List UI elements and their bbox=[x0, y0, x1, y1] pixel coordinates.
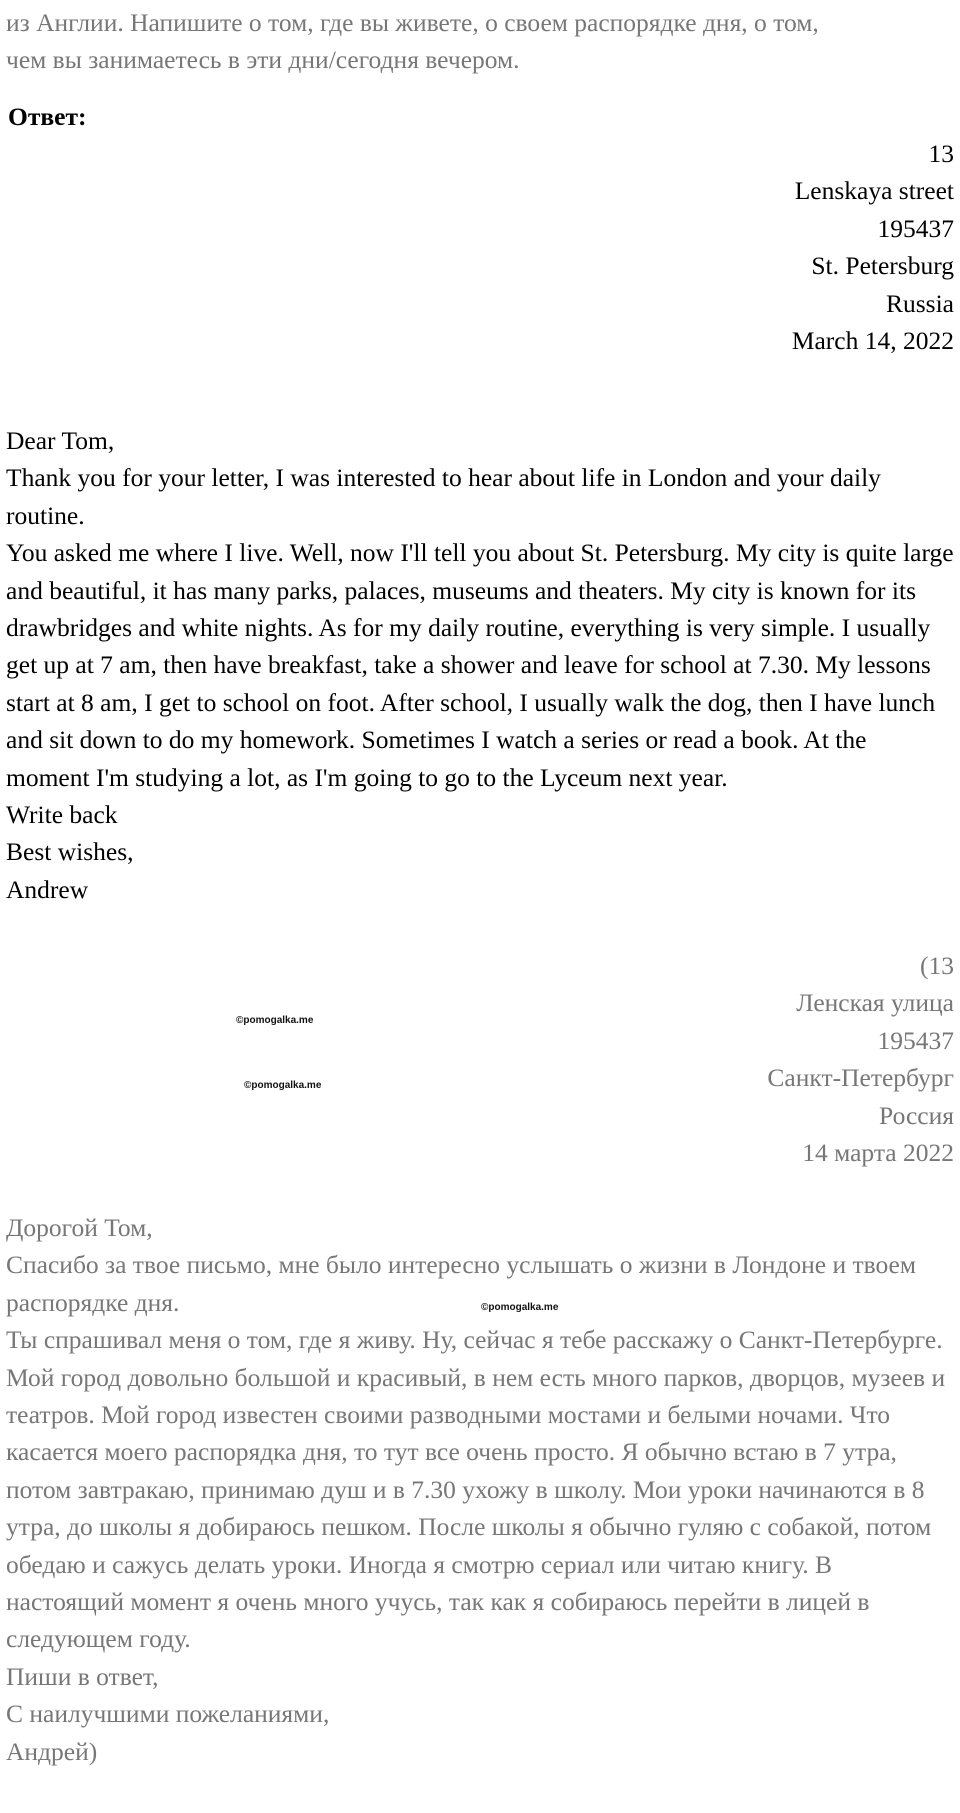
english-address bbox=[454, 135, 954, 359]
address-country: Russia bbox=[885, 288, 954, 318]
letter-paragraph-2: You asked me where I live. Well, now I'll tell you about St. Petersburg. My city is quite large and beautiful, it has many parks, palaces, museums and theaters. My city is known for its drawbridges and white nights. As for my daily routine, everything is very simple. I usually get up at 7 am, then have breakfast, take a shower and leave for school at 7.30. My lessons start at 8 am, I get to school on foot. After school, I usually walk the dog, then I have lunch and sit down to do my homework. Sometimes I watch a series or read a book. At the moment I'm studying a lot, as I'm going to go to the Lyceum next year. bbox=[6, 538, 954, 792]
task-text bbox=[6, 0, 954, 79]
letter-paragraph-2: Ты спрашивал меня о том, где я живу. Ну, сейчас я тебе расскажу о Санкт-Петербурге. Мой город довольно большой и красивый, в нем есть много парков, дворцов, музеев и театров. Мой город известен своими разводными мостами и белыми ночами. Что касается моего распорядка дня, то тут все очень просто. Я обычно встаю в 7 утра, потом завтракаю, принимаю душ и в 7.30 ухожу в школу. Мои уроки начинаются в 8 утра, до школы я добираюсь пешком. После школы я обычно гуляю с собакой, потом обедаю и сажусь делать уроки. Иногда я смотрю сериал или читаю книгу. В настоящий момент я очень много учусь, так как я собираюсь перейти в лицей в следующем году. bbox=[6, 1325, 946, 1654]
address-postcode: 195437 bbox=[877, 213, 954, 243]
letter-greeting: Дорогой Том, bbox=[6, 1213, 153, 1242]
address-house: (13 bbox=[920, 951, 954, 980]
russian-address bbox=[454, 947, 954, 1171]
task-line-2: чем вы занимаетесь в эти дни/сегодня вечером. bbox=[6, 45, 520, 75]
watermark: ©pomogalka.me bbox=[244, 1080, 322, 1091]
address-city: Санкт-Петербург bbox=[767, 1063, 954, 1093]
address-date: March 14, 2022 bbox=[791, 325, 954, 355]
address-house: 13 bbox=[928, 139, 954, 168]
address-street: Ленская улица bbox=[796, 988, 954, 1018]
letter-signature: Андрей) bbox=[6, 1736, 98, 1766]
watermark: ©pomogalka.me bbox=[236, 1015, 314, 1026]
letter-greeting: Dear Tom, bbox=[6, 426, 115, 455]
english-letter bbox=[6, 422, 954, 908]
address-city: St. Petersburg bbox=[811, 251, 954, 281]
russian-letter bbox=[6, 1209, 954, 1770]
letter-closing-2: Best wishes, bbox=[6, 837, 134, 867]
letter-signature: Andrew bbox=[6, 874, 89, 904]
letter-paragraph-1: Спасибо за твое письмо, мне было интересно услышать о жизни в Лондоне и твоем распорядке дня. bbox=[6, 1250, 917, 1317]
letter-paragraph-1: Thank you for your letter, I was interested to hear about life in London and your daily routine. bbox=[6, 463, 881, 530]
address-postcode: 195437 bbox=[877, 1025, 954, 1055]
address-date: 14 марта 2022 bbox=[802, 1137, 954, 1167]
address-street: Lenskaya street bbox=[794, 176, 954, 206]
letter-closing-1: Пиши в ответ, bbox=[6, 1661, 159, 1691]
watermark: ©pomogalka.me bbox=[481, 1302, 559, 1313]
task-line-1: из Англии. Напишите о том, где вы живете, о своем распорядке дня, о том, bbox=[6, 8, 819, 37]
answer-label: Ответ: bbox=[8, 102, 87, 131]
letter-closing-2: С наилучшими пожеланиями, bbox=[6, 1699, 330, 1729]
address-country: Россия bbox=[879, 1100, 954, 1130]
letter-closing-1: Write back bbox=[6, 800, 118, 830]
